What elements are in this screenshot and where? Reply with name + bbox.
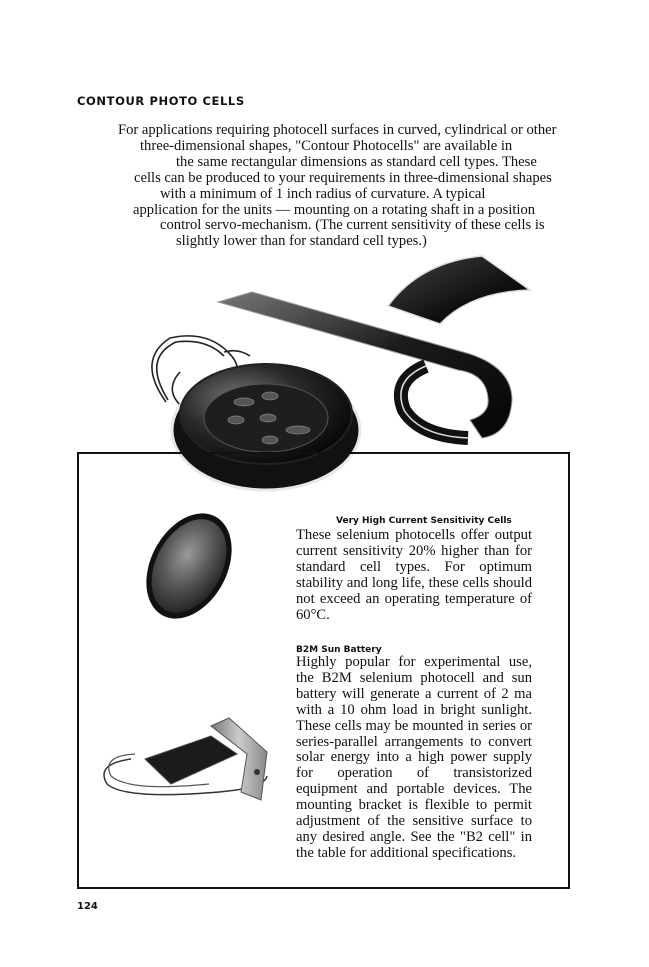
curved-cell [388,256,530,324]
intro-line: cells can be produced to your requirements in three-dimensional shapes [134,169,552,186]
sun-battery-image [104,718,267,800]
b2m-body: Highly popular for experimental use, the B2M selenium photocell and sun battery will generate a current of 2 ma with a 10 ohm load in bright sunlight. These cells may be mounted in series or series-parallel arrangements to convert solar energy into a high power supply for operation of transistorized equipment and portable devices. The mounting bracket is flexible to permit adjustment of the sensitive surface to any desired angle. See the "B2 cell" in the table for additional specifications. [296,654,532,861]
high-current-body: These selenium photocells offer output current sensitivity 20% higher than for standard cell types. For optimum stability and long life, these cells should not exceed an operating temperature of 60°C. [296,527,532,623]
intro-line: the same rectangular dimensions as standard cell types. These [176,153,537,170]
oval-cell-image [129,499,249,634]
intro-line: control servo-mechanism. (The current sensitivity of these cells is [160,217,545,234]
intro-line: three-dimensional shapes, "Contour Photocells" are available in [140,137,513,154]
high-current-title: Very High Current Sensitivity Cells [336,516,512,526]
intro-line: with a minimum of 1 inch radius of curvature. A typical [160,185,486,202]
page-number: 124 [77,901,98,912]
strip-cell [218,292,512,438]
b2m-title: B2M Sun Battery [296,645,382,655]
intro-line: slightly lower than for standard cell types.) [176,233,427,250]
disc-wires [152,336,250,410]
section-heading: CONTOUR PHOTO CELLS [77,94,245,108]
intro-line: For applications requiring photocell surfaces in curved, cylindrical or other [118,122,557,138]
intro-line: application for the units — mounting on a rotating shaft in a position [133,201,536,218]
